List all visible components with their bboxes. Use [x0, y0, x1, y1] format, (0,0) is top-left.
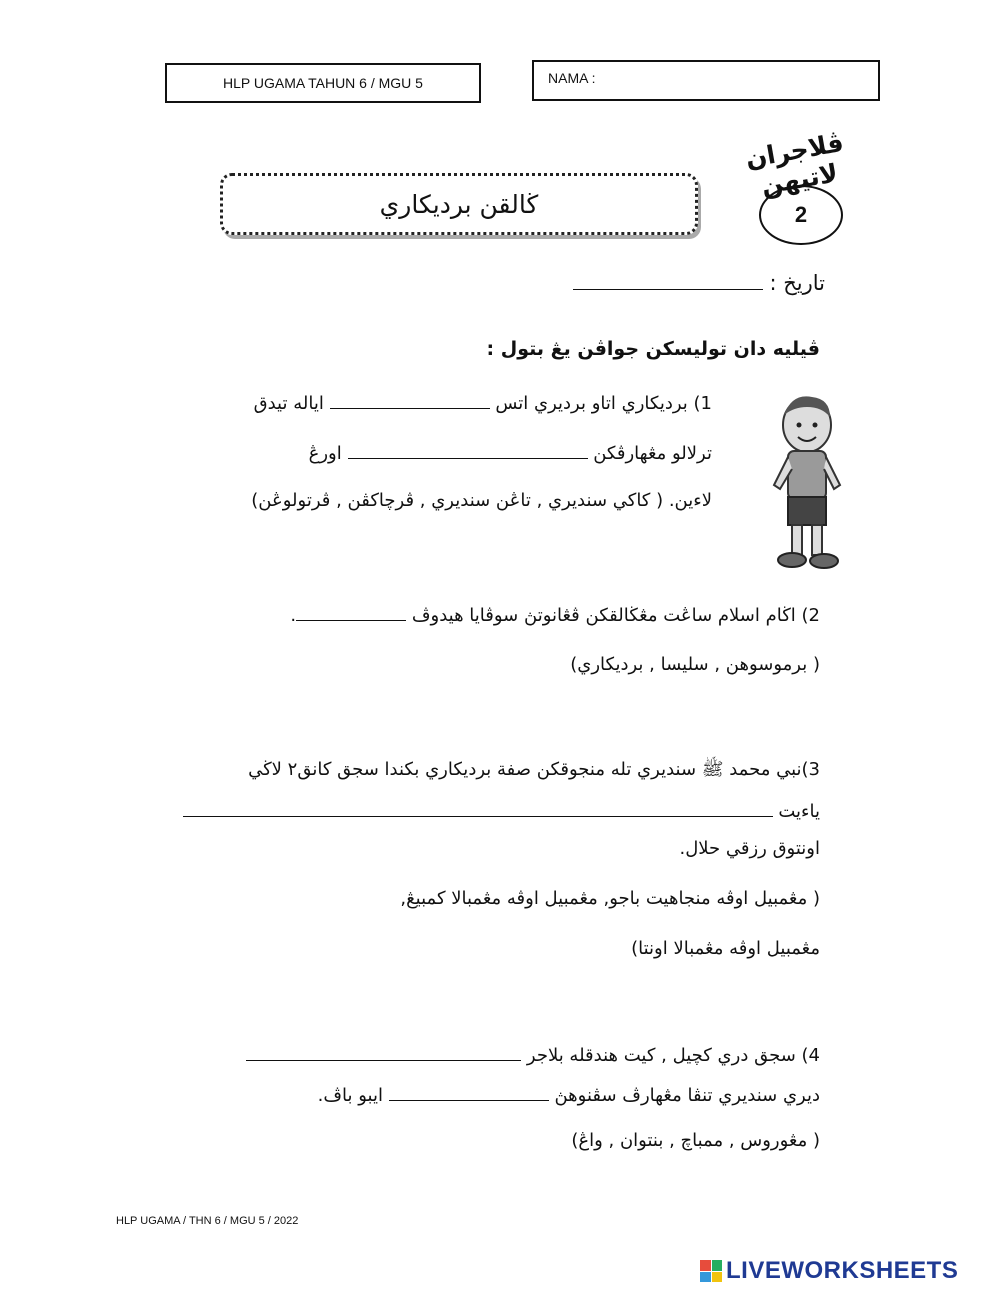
q4-blank-1[interactable] — [246, 1042, 521, 1061]
boy-illustration-icon — [762, 385, 852, 575]
q4-options: ( مڠوروس , ممباچ , بنتوان , واڠ) — [571, 1130, 820, 1151]
q1-line1-end: اياله تيدق — [253, 393, 324, 414]
name-field-box[interactable] — [532, 60, 880, 101]
exercise-number-badge: 2 — [759, 185, 843, 245]
date-blank[interactable] — [573, 268, 763, 290]
brand-logo[interactable] — [700, 1257, 958, 1285]
q4-line2 — [318, 1082, 820, 1106]
q1-blank-1[interactable] — [330, 390, 490, 409]
instruction-text: ڤيليه دان توليسکن جواڤن يڠ بتول : — [486, 338, 820, 360]
q3-line3: اونتوق رزقي حلال. — [679, 838, 820, 859]
q1-line2-end: اورڠ — [308, 443, 342, 464]
q2-blank[interactable] — [296, 602, 406, 621]
brand-text: LIVEWORKSHEETS — [726, 1257, 959, 1284]
liveworksheets-logo-icon — [700, 1260, 722, 1282]
q2-options: ( برموسوهن , سليسا , برديكاري) — [570, 654, 820, 675]
date-label: تاريخ : — [769, 271, 825, 295]
q4-line1-text: 4) سجق دري كچيل , كيت هندقله بلاجر — [526, 1045, 820, 1066]
q3-line1: 3)نبي محمد ﷺ سنديري تله منجوقكن صفة برديكاري بکندا سجق كانق٢ لاڬي — [248, 759, 820, 780]
q1-line2 — [309, 440, 712, 464]
q3-blank[interactable] — [183, 798, 773, 817]
q1-blank-2[interactable] — [348, 440, 588, 459]
header-course-text: HLP UGAMA TAHUN 6 / MGU 5 — [223, 75, 423, 91]
worksheet-title — [220, 173, 698, 235]
q3-line2-text: ياءيت — [778, 801, 820, 822]
worksheet-title-text: ڬالقن برديكاري — [379, 189, 539, 219]
q4-line1 — [246, 1042, 820, 1066]
q1-line1-text: 1) برديكاري اتاو برديري اتس — [495, 393, 712, 414]
q2-line1-text: 2) اڬام اسلام ساڠت مڠڬالقكن ڤڠانوتڽ سوڤايا هيدوڤ — [411, 605, 820, 626]
date-row — [573, 268, 825, 295]
q4-line2-end: ايبو باڤ. — [317, 1085, 383, 1106]
exercise-series-label: ڤلاجران لاتيهن — [743, 127, 846, 201]
q1-line2-text: ترلالو مڠهارڤكن — [593, 443, 712, 464]
q4-blank-2[interactable] — [389, 1082, 549, 1101]
footer-text: HLP UGAMA / THN 6 / MGU 5 / 2022 — [116, 1215, 299, 1227]
q2-line1: 2) اڬام اسلام ساڠت مڠڬالقكن ڤڠانوتڽ سوڤايا هيدوڤ . — [290, 602, 820, 626]
q3-options-2: مڠمبيل اوڤه مڠمبالا اونتا) — [631, 938, 820, 959]
header-course-box — [165, 63, 481, 103]
q3-line2 — [183, 798, 820, 822]
q1-line3: لاءين. ( كاکي سنديري , تاڠن سنديري , ڤرچاکڤن , ڤرتولوڠن) — [251, 490, 712, 511]
q1-line1 — [254, 390, 712, 414]
q3-options-1: ( مڠمبيل اوڤه منجاهيت باجو, مڠمبيل اوڤه مڠمبالا كمبيڠ, — [400, 888, 820, 909]
name-label: NAMA : — [548, 70, 596, 86]
q4-line2-text: ديري سنديري تنڤا مڠهارڤ سڤنوهڽ — [554, 1085, 820, 1106]
